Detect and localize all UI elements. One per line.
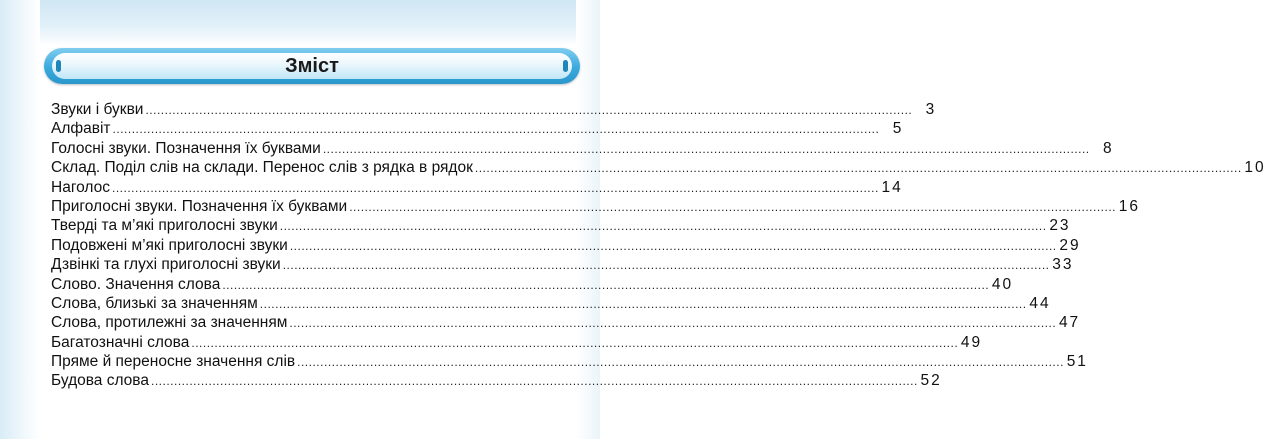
toc-entry-title: Подовжені м’які приголосні звуки: [51, 236, 288, 254]
toc-dot-leader: ........................................................................................................................................................................................................: [151, 374, 918, 389]
toc-entry[interactable]: [51, 119, 904, 138]
toc-entry-page: 47: [1058, 314, 1081, 332]
toc-entry[interactable]: [51, 352, 1088, 371]
toc-dot-leader: ........................................................................................................................................................................................................: [279, 219, 1047, 234]
toc-entry-page: 29: [1059, 236, 1081, 254]
toc-dot-leader: ........................................................................................................................................................................................................: [289, 238, 1057, 253]
toc-entry-page: 40: [991, 275, 1014, 293]
toc-entry-title: Звуки і букви: [51, 101, 144, 118]
heading-banner: [44, 48, 580, 84]
toc-entry-title: Алфавіт: [51, 120, 111, 138]
table-of-contents: [51, 100, 1266, 391]
toc-dot-leader: ........................................................................................................................................................................................................: [222, 277, 990, 292]
toc-dot-leader: ........................................................................................................................................................................................................: [322, 141, 1090, 156]
toc-dot-leader: ........................................................................................................................................................................................................: [145, 103, 913, 117]
toc-dot-leader: ........................................................................................................................................................................................................: [191, 335, 959, 350]
toc-entry[interactable]: [51, 178, 903, 197]
toc-entry-page: 33: [1052, 256, 1074, 274]
toc-entry-page: 23: [1049, 217, 1071, 235]
toc-entry[interactable]: [51, 197, 1140, 216]
toc-dot-leader: ........................................................................................................................................................................................................: [259, 296, 1027, 311]
toc-entry-title: Наголос: [51, 178, 110, 196]
toc-dot-leader: ........................................................................................................................................................................................................: [289, 316, 1057, 331]
toc-entry-page: 52: [920, 372, 942, 390]
page-top-band: [0, 0, 600, 46]
toc-entry-page: 44: [1029, 294, 1051, 312]
toc-entry[interactable]: [51, 158, 1266, 177]
toc-entry-title: Приголосні звуки. Позначення їх буквами: [51, 197, 348, 215]
toc-entry-page: 49: [960, 333, 983, 351]
toc-dot-leader: ........................................................................................................................................................................................................: [297, 355, 1064, 370]
toc-entry-page: 16: [1118, 197, 1140, 215]
toc-entry[interactable]: [51, 255, 1074, 274]
toc-entry-title: Будова слова: [51, 372, 149, 390]
toc-entry-title: Багатозначні слова: [51, 333, 190, 351]
toc-entry-page: 14: [881, 178, 903, 196]
toc-entry[interactable]: [51, 294, 1051, 313]
toc-entry-title: Тверді та м’які приголосні звуки: [51, 217, 278, 235]
toc-dot-leader: ........................................................................................................................................................................................................: [282, 258, 1050, 273]
toc-dot-leader: ........................................................................................................................................................................................................: [349, 199, 1116, 214]
toc-entry[interactable]: [51, 371, 942, 390]
toc-entry-title: Дзвінкі та глухі приголосні звуки: [51, 256, 281, 274]
toc-entry-page: 10: [1244, 159, 1266, 177]
toc-entry-title: Слова, протилежні за значенням: [51, 314, 288, 332]
toc-entry-page: 5: [892, 120, 904, 138]
toc-entry[interactable]: [51, 139, 1114, 158]
page-left-margin: [0, 0, 40, 439]
toc-dot-leader: ........................................................................................................................................................................................................: [112, 180, 879, 195]
page-title: Зміст: [285, 55, 339, 77]
toc-entry[interactable]: [51, 236, 1081, 255]
toc-entry-page: 8: [1102, 139, 1114, 157]
toc-entry-page: 3: [925, 101, 937, 118]
toc-entry-title: Склад. Поділ слів на склади. Перенос слів з рядка в рядок: [51, 159, 473, 177]
toc-entry[interactable]: [51, 313, 1081, 332]
toc-entry-title: Слово. Значення слова: [51, 275, 221, 293]
toc-entry[interactable]: [51, 275, 1014, 294]
toc-entry[interactable]: [51, 100, 937, 119]
toc-entry-title: Пряме й переносне значення слів: [51, 353, 296, 371]
toc-dot-leader: ........................................................................................................................................................................................................: [474, 161, 1242, 176]
toc-entry-page: 51: [1066, 353, 1088, 371]
toc-entry-title: Голосні звуки. Позначення їх буквами: [51, 139, 321, 157]
toc-dot-leader: ........................................................................................................................................................................................................: [112, 122, 880, 137]
toc-entry-title: Слова, близькі за значенням: [51, 294, 258, 312]
toc-entry[interactable]: [51, 333, 983, 352]
toc-entry[interactable]: [51, 216, 1071, 235]
